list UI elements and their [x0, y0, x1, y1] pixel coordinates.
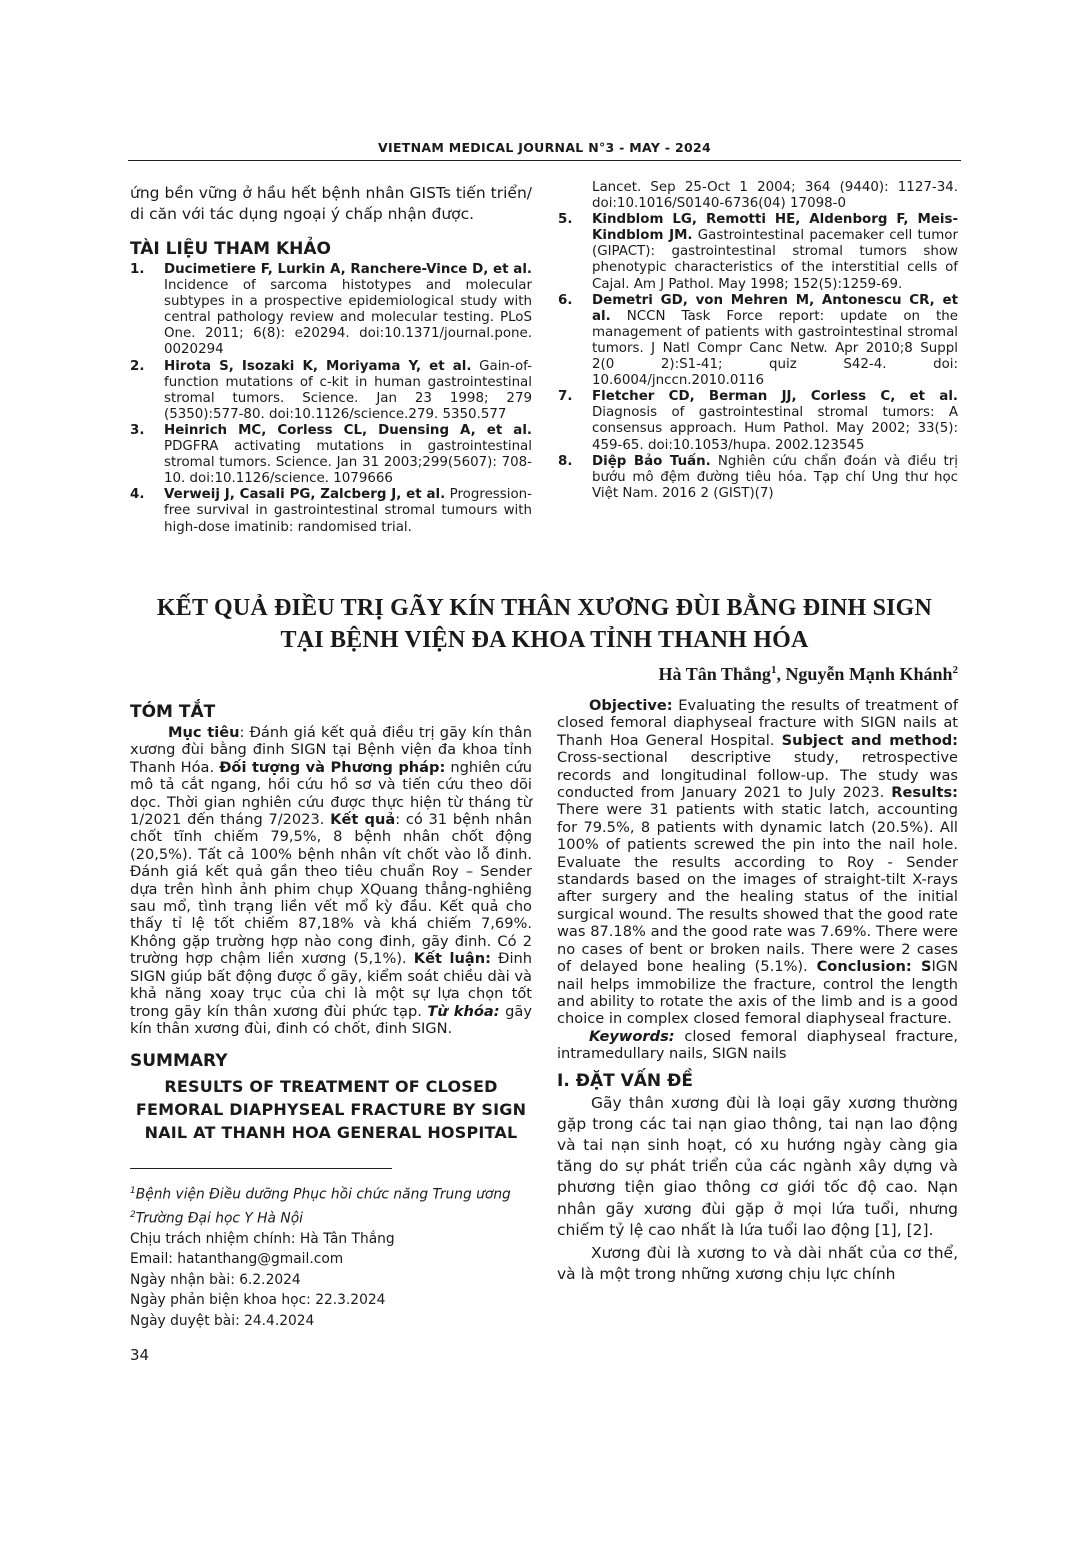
reference-text: Progression-free survival in gastrointestinal stromal tumours with high-dose imatinib: randomised trial. — [164, 487, 532, 535]
running-header: VIETNAM MEDICAL JOURNAL N°3 - MAY - 2024 — [378, 140, 711, 155]
reference-number: 2. — [130, 358, 145, 374]
intro-paragraph-text: Gãy thân xương đùi là loại gãy xương thường gặp trong các tai nạn giao thông, tai nạn lao động và tai nạn sinh hoạt, có xu hướng ngày càng gia tăng do sự phát triển của các ngành xây dựng và phương tiện giao thông cơ giới tốc độ cao. Nạn nhân gãy xương đùi gặp ở mọi lứa tuổi, nhưng chiếm tỷ lệ cao nhất là lứa tuổi lao động [1], [2]. — [557, 1093, 958, 1239]
top-right-column — [558, 180, 958, 502]
references-title: TÀI LIỆU THAM KHẢO — [130, 239, 331, 259]
article-title — [128, 592, 961, 656]
reference-number: 7. — [558, 389, 573, 405]
affiliation-2 — [130, 1205, 532, 1229]
abstract-right-column — [557, 697, 958, 1285]
results-label: Results: — [891, 784, 958, 802]
english-keywords — [557, 1028, 958, 1063]
objective-label: Mục tiêu — [168, 724, 240, 741]
conclusion-label: Conclusion: — [816, 958, 912, 976]
affiliation-1 — [130, 1181, 532, 1205]
method-label: Đối tượng và Phương pháp: — [219, 758, 446, 776]
method-text: Cross-sectional descriptive study, retrospective records and longitudinal follow-up. The study was conducted from January 2021 to July 2023. — [557, 749, 958, 802]
received-date: Ngày nhận bài: 6.2.2024 — [130, 1271, 301, 1288]
header-rule — [128, 160, 961, 161]
affiliation-text: Trường Đại học Y Hà Nội — [135, 1210, 303, 1227]
abstract-left-column — [130, 702, 532, 1144]
reference-text: NCCN Task Force report: update on the management of patients with gastrointestinal stromal tumors. J Natl Compr Canc Netw. Apr 2010;8 Suppl 2(0 2):S1-41; quiz S42-4. doi: 10.6004/jnccn.2010.0116 — [592, 308, 958, 389]
reference-number: 8. — [558, 453, 573, 469]
reference-authors: Verweij J, Casali PG, Zalcberg J, et al. — [164, 487, 446, 503]
reference-authors: Kindblom LG, Remotti HE, Aldenborg F, Meis-Kindblom JM. — [592, 212, 958, 244]
author-affiliation-mark: 1 — [770, 664, 777, 676]
author-separator: , — [776, 664, 786, 684]
method-text: nghiên cứu mô tả cắt ngang, hồi cứu hồ sơ và tiến cứu theo dõi dọc. Thời gian nghiên cứu được thực hiện từ tháng từ 1/2021 đến tháng 7/2023. — [130, 758, 532, 829]
keywords-label: Keywords: — [589, 1027, 675, 1045]
tomtat-heading: TÓM TẮT — [130, 702, 216, 722]
conclusion-text: IGN nail helps immobilize the fracture, control the length and ability to rotate the axis of the limb and is a good choice in complex closed femoral diaphyseal fracture. — [557, 958, 959, 1028]
reference-text: Gain-of-function mutations of c-kit in human gastrointestinal stromal tumors. Science. Jan 23 1998; 279 (5350):577-80. doi:10.1126/science.279. 5350.577 — [164, 358, 532, 422]
reviewed-date: Ngày phản biện khoa học: 22.3.2024 — [130, 1292, 386, 1309]
summary-title: RESULTS OF TREATMENT OF CLOSED FEMORAL DIAPHYSEAL FRACTURE BY SIGN NAIL AT THANH HOA GENERAL HOSPITAL — [135, 1077, 527, 1143]
email: Email: hatanthang@gmail.com — [130, 1251, 344, 1268]
footnote-rule — [130, 1168, 392, 1169]
reference-item — [130, 359, 532, 423]
keywords-text: gãy kín thân xương đùi, đinh có chốt, đinh SIGN. — [130, 1002, 533, 1037]
reference-text: Gastrointestinal pacemaker cell tumor (GIPACT): gastrointestinal stromal tumors show phenotypic characteristics of the interstitial cells of Cajal. Am J Pathol. May 1998; 152(5):1259-69. — [592, 228, 958, 292]
reference-number: 1. — [130, 262, 145, 277]
reference-text: Incidence of sarcoma histotypes and molecular subtypes in a prospective epidemiological study with central pathology review and molecular testing. PLoS One. 2011; 6(8): e20294. doi:10.1371/journal.pone. 0020294 — [164, 278, 532, 358]
reference-number: 4. — [130, 487, 145, 503]
reference-authors: Fletcher CD, Berman JJ, Corless C, et al. — [592, 389, 958, 405]
author-affiliation-mark: 2 — [952, 664, 958, 676]
reference-number: 5. — [558, 212, 573, 228]
reference-item — [558, 212, 958, 292]
reference-item — [130, 262, 532, 359]
objective-text: Evaluating the results of treatment of closed femoral diaphyseal fracture with SIGN nails at Thanh Hoa General Hospital. — [557, 697, 958, 749]
keywords-text: closed femoral diaphyseal fracture, intramedullary nails, SIGN nails — [557, 1027, 958, 1063]
affiliation-mark: 2 — [130, 1210, 136, 1220]
reference-text: Diagnosis of gastrointestinal stromal tumors: A consensus approach. Hum Pathol. May 2002; 33(5): 459-65. doi:10.1053/hupa. 2002.123545 — [592, 405, 958, 453]
reference-text: Nghiên cứu chẩn đoán và điều trị bướu mô đệm đường tiêu hóa. Tạp chí Ung thư học Việt Nam. 2016 2 (GIST)(7) — [592, 453, 958, 501]
previous-article-continuation: ứng bền vững ở hầu hết bệnh nhân GISTs tiến triển/ di căn với tác dụng ngoại ý chấp nhận được. — [130, 184, 532, 223]
page-number: 34 — [130, 1346, 150, 1364]
english-abstract — [557, 697, 958, 1028]
intro-paragraph-text: Xương đùi là xương to và dài nhất của cơ thể, và là một trong những xương chịu lực chính — [557, 1243, 958, 1284]
objective-text: : Đánh giá kết quả điều trị gãy kín thân xương đùi bằng đinh SIGN tại Bệnh viện đa khoa tỉnh Thanh Hóa. — [130, 724, 532, 776]
reference-authors: Heinrich MC, Corless CL, Duensing A, et al. — [164, 422, 532, 438]
reference-number: 6. — [558, 292, 573, 308]
summary-heading: SUMMARY — [130, 1051, 228, 1072]
intro-paragraph — [557, 1243, 958, 1285]
conclusion-label: Kết luận: — [413, 950, 492, 968]
method-label: Subject and method: — [781, 731, 959, 749]
reference-authors: Hirota S, Isozaki K, Moriyama Y, et al. — [164, 358, 472, 374]
author-list — [659, 664, 958, 685]
author-name: Nguyễn Mạnh Khánh — [785, 664, 953, 684]
article-title-line: KẾT QUẢ ĐIỀU TRỊ GÃY KÍN THÂN XƯƠNG ĐÙI BẰNG ĐINH SIGN — [156, 595, 933, 621]
footnotes — [130, 1181, 532, 1331]
reference-text: Lancet. Sep 25-Oct 1 2004; 364 (9440): 1127-34. doi:10.1016/S0140-6736(04) 17098-0 — [592, 180, 958, 212]
keywords-label: Từ khóa: — [427, 1002, 500, 1020]
reference-item — [130, 487, 532, 535]
reference-item — [558, 389, 958, 453]
article-title-line: TẠI BỆNH VIỆN ĐA KHOA TỈNH THANH HÓA — [280, 627, 809, 653]
objective-label: Objective: — [589, 697, 673, 714]
reference-authors: Ducimetiere F, Lurkin A, Ranchere-Vince D, et al. — [164, 262, 532, 277]
reference-item — [558, 293, 958, 390]
reference-text: PDGFRA activating mutations in gastrointestinal stromal tumors. Science. Jan 31 2003;299(5607): 708-10. doi:10.1126/science. 1079666 — [164, 439, 532, 487]
reference-continuation — [558, 180, 958, 212]
reference-item — [558, 454, 958, 502]
approved-date: Ngày duyệt bài: 24.4.2024 — [130, 1312, 315, 1329]
vietnamese-abstract — [130, 724, 532, 1037]
intro-paragraph — [557, 1093, 958, 1241]
affiliation-mark: 1 — [130, 1186, 136, 1196]
reference-authors: Diệp Bảo Tuấn. — [592, 453, 711, 469]
reference-item — [130, 423, 532, 487]
reference-authors: Demetri GD, von Mehren M, Antonescu CR, et al. — [592, 292, 958, 324]
reference-number: 3. — [130, 422, 145, 438]
results-label: Kết quả — [330, 811, 396, 829]
intro-heading: I. ĐẶT VẤN ĐỀ — [557, 1070, 693, 1091]
responsible-author: Chịu trách nhiệm chính: Hà Tân Thắng — [130, 1231, 395, 1247]
top-left-column — [130, 183, 532, 536]
author-name: Hà Tân Thắng — [658, 664, 771, 684]
results-text: : có 31 bệnh nhân chốt tĩnh chiếm 79,5%, 8 bệnh nhân chốt động (20,5%). Tất cả 100% bệnh nhân vít chốt vào lỗ đinh. Đánh giá kết quả gần theo tiêu chuẩn Roy – Sender dựa trên hình ảnh phim chụp XQuang thẳng-nghiêng sau mổ, tình trạng liền vết mổ kỳ đầu. Kết quả cho thấy tỉ lệ tốt chiếm 87,18% và khá chiếm 7,69%. Không gặp trường hợp nào cong đinh, gãy đinh. Có 2 trường hợp chậm liền xương (5,1%). — [130, 811, 532, 968]
affiliation-text: Bệnh viện Điều dưỡng Phục hồi chức năng Trung ương — [135, 1186, 511, 1203]
conclusion-initial: S — [911, 958, 932, 976]
results-text: There were 31 patients with static latch, accounting for 79.5%, 8 patients with dynamic latch (20.5%). All 100% of patients screwed the pin into the nail hole. Evaluate the results according to Roy - Sender standards based on the images of straight-tilt X-rays after surgery and the healing status of the initial surgical wound. The results showed that the good rate was 87.18% and the good rate was 7.69%. There were no cases of bent or broken nails. There were 2 cases of delayed bone healing (5.1%). — [557, 801, 958, 976]
conclusion-text: Đinh SIGN giúp bất động được ổ gãy, kiểm soát chiều dài và khả năng xoay trục của chi là một sự lựa chọn tốt trong gãy kín thân xương đùi phức tạp. — [130, 950, 532, 1020]
